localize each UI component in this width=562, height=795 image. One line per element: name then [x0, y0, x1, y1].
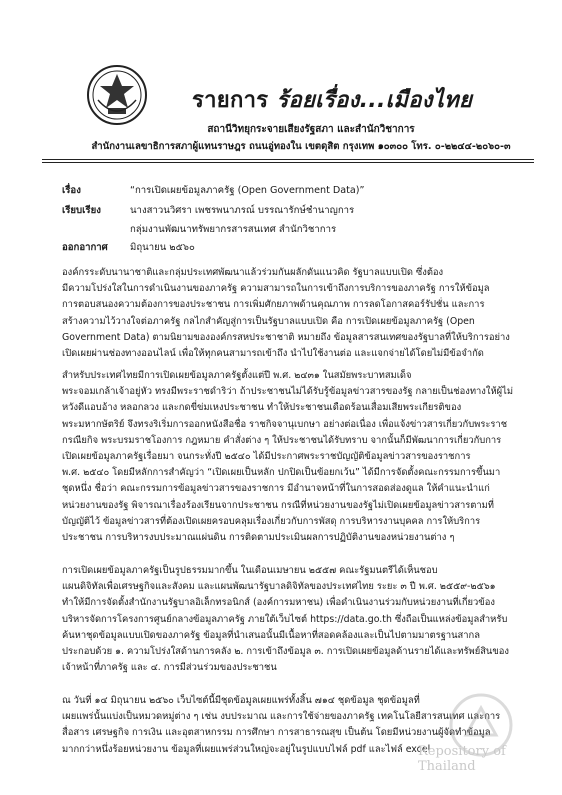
program-title: รายการ ร้อยเรื่อง...เมืองไทย [192, 88, 473, 113]
header-rule-thin [42, 162, 534, 163]
header-rule [42, 159, 534, 160]
parliament-seal-icon [86, 64, 148, 126]
office-address: สำนักงานเลขาธิการสภาผู้แทนราษฎร ถนนอู่ทองใน เขตดุสิต กรุงเทพ ๑๐๓๐๐ โทร. ๐-๒๒๔๔-๒๐๖๐-๓ [91, 141, 511, 152]
document-page: รายการ ร้อยเรื่อง...เมืองไทย สถานีวิทยุกระจายเสียงรัฐสภา และสำนักวิชาการ สำนักงานเลขาธิการสภาผู้แทนราษฎร ถนนอู่ทองใน เขตดุสิต กรุงเทพ ๑๐๓๐๐ โทร. ๐-๒๒๔๔-๒๐๖๐-๓ เรื่อง “การเปิดเผยข้อมูลภาครัฐ (Open Government Data)” เรียบเรียง นางสาวนวิศรา เพชรพนาภรณ์ บรรณารักษ์ชำนาญการ กลุ่มงานพัฒนาทรัพยากรสารสนเทศ สำนักวิชาการ ออกอากาศ มิถุนายน ๒๕๖๐ องค์กรระดับนานาชาติและกลุ่มประเทศพัฒนาแล้วร่วมกันผลักดันแนวคิด รัฐบาลแบบเปิด ซึ่งต้อง มีความโปร่งใสในการดำเนินงานของภาครัฐ ความสามารถในการเข้าถึงการบริการของภาครัฐ การให้ข้อมูล การตอบสนองความต้องการของประชาชน การเพิ่มศักยภาพด้านคุณภาพ การลดโอกาสคอร์รัปชั่น และการ สร้างความไว้วางใจต่อภาครัฐ กลไกสำคัญสู่การเป็นรัฐบาลแบบเปิด คือ การเปิดเผยข้อมูลภาครัฐ (Open Government Data) ตามนิยามขององค์กรสหประชาชาติ หมายถึง ข้อมูลสารสนเทศของรัฐบาลที่ให้บริการอย่าง เปิดเผยผ่านช่องทางออนไลน์ เพื่อให้ทุกคนสามารถเข้าถึง นำไปใช้งานต่อ และแจกจ่ายได้โดยไม่มีข้อจำกัด สำหรับประเทศไทยมีการเปิดเผยข้อมูลภาครัฐตั้งแต่ปี พ.ศ. ๒๔๓๑ ในสมัยพระบาทสมเด็จ พระจอมเกล้าเจ้าอยู่หัว ทรงมีพระราชดำริว่า ถ้าประชาชนไม่ได้รับรู้ข้อมูลข่าวสารของรัฐ กลายเป็นช่องทางให้ผู้ไม่ หวังดีแอบอ้าง หลอกลวง และกดขี่ข่มเหงประชาชน ทำให้ประชาชนเดือดร้อนเสื่อมเสียพระเกียรติของ พระมหากษัตริย์ จึงทรงริเริ่มการออกหนังสือชื่อ ราชกิจจานุเบกษา อย่างต่อเนื่อง เพื่อแจ้งข่าวสารเกี่ยวกับพระราช กรณียกิจ พระบรมราชโองการ กฎหมาย คำสั่งต่าง ๆ ให้ประชาชนได้รับทราบ จากนั้นก็มีพัฒนาการเกี่ยวกับการ เปิดเผยข้อมูลภาครัฐเรื่อยมา จนกระทั่งปี ๒๕๔๐ ได้มีประกาศพระราชบัญญัติข้อมูลข่าวสารของราชการ พ.ศ. ๒๕๔๐ โดยมีหลักการสำคัญว่า “เปิดเผยเป็นหลัก ปกปิดเป็นข้อยกเว้น” ได้มีการจัดตั้งคณะกรรมการขึ้นมา ชุดหนึ่ง ชื่อว่า คณะกรรมการข้อมูลข่าวสารของราชการ มีอำนาจหน้าที่ในการสอดส่องดูแล ให้คำแนะนำแก่ หน่วยงานของรัฐ พิจารณาเรื่องร้องเรียนจากประชาชน กรณีที่หน่วยงานของรัฐไม่เปิดเผยข้อมูลข่าวสารตามที่ บัญญัติไว้ ข้อมูลข่าวสารที่ต้องเปิดเผยครอบคลุมเรื่องเกี่ยวกับการพัสดุ การบริหารงานบุคคล การให้บริการ ประชาชน การบริหารงบประมาณแผ่นดิน การติดตามประเมินผลการปฏิบัติงานของหน่วยงานต่าง ๆ การเปิดเผยข้อมูลภาครัฐเป็นรูปธรรมมากขึ้น ในเดือนเมษายน ๒๕๕๗ คณะรัฐมนตรีได้เห็นชอบ แผนดิจิทัลเพื่อเศรษฐกิจและสังคม และแผนพัฒนารัฐบาลดิจิทัลของประเทศไทย ระยะ ๓ ปี พ.ศ. ๒๕๕๙-๒๕๖๑ ทำให้มีการจัดตั้งสำนักงานรัฐบาลอิเล็กทรอนิกส์ (องค์การมหาชน) เพื่อดำเนินงานร่วมกับหน่วยงานที่เกี่ยวข้อง บริหารจัดการโครงการศูนย์กลางข้อมูลภาครัฐ ภายใต้เว็บไซต์ https://data.go.th ซึ่งถือเป็นแหล่งข้อมูลสำหรับ ค้นหาชุดข้อมูลแบบเปิดของภาครัฐ ข้อมูลที่นำเสนอนั้นมีเนื้อหาที่สอดคล้องและเป็นไปตามมาตรฐานสากล ประกอบด้วย ๑. ความโปร่งใสด้านการคลัง ๒. การเข้าถึงข้อมูล ๓. การเปิดเผยข้อมูลด้านรายได้และทรัพย์สินของ เจ้าหน้าที่ภาครัฐ และ ๔. การมีส่วนร่วมของประชาชน ณ วันที่ ๑๔ มิถุนายน ๒๕๖๐ เว็บไซต์นี้มีชุดข้อมูลเผยแพร่ทั้งสิ้น ๗๑๔ ชุดข้อมูล ชุดข้อมูลที่ เผยแพร่นั้นแบ่งเป็นหมวดหมู่ต่าง ๆ เช่น งบประมาณ และการใช้จ่ายของภาครัฐ เทคโนโลยีสารสนเทศ และการ สื่อสาร เศรษฐกิจ การเงิน และอุตสาหกรรม การศึกษา การสาธารณสุข เป็นต้น โดยมีหน่วยงานผู้จัดทำข้อมูล มากกว่าหนึ่งร้อยหน่วยงาน ข้อมูลที่เผยแพร่ส่วนใหญ่จะอยู่ในรูปแบบไฟล์ pdf และไฟล์ excel Repository of Thailand [0, 0, 562, 795]
paragraph-3: การเปิดเผยข้อมูลภาครัฐเป็นรูปธรรมมากขึ้น ในเดือนเมษายน ๒๕๕๗ คณะรัฐมนตรีได้เห็นชอบ แผนดิจิทัลเพื่อเศรษฐกิจและสังคม และแผนพัฒนารัฐบาลดิจิทัลของประเทศไทย ระยะ ๓ ปี พ.ศ. ๒๕๕๙-๒๕๖๑ ทำให้มีการจัดตั้งสำนักงานรัฐบาลอิเล็กทรอนิกส์ (องค์การมหาชน) เพื่อดำเนินงานร่วมกับหน่วยงานที่เกี่ยวข้อง บริหารจัดการโครงการศูนย์กลางข้อมูลภาครัฐ ภายใต้เว็บไซต์ https://data.go.th ซึ่งถือเป็นแหล่งข้อมูลสำหรับ ค้นหาชุดข้อมูลแบบเปิดของภาครัฐ ข้อมูลที่นำเสนอนั้นมีเนื้อหาที่สอดคล้องและเป็นไปตามมาตรฐานสากล ประกอบด้วย ๑. ความโปร่งใสด้านการคลัง ๒. การเข้าถึงข้อมูล ๓. การเปิดเผยข้อมูลด้านรายได้และทรัพย์สินของ เจ้าหน้าที่ภาครัฐ และ ๔. การมีส่วนร่วมของประชาชน [62, 565, 509, 674]
paragraph-2: สำหรับประเทศไทยมีการเปิดเผยข้อมูลภาครัฐตั้งแต่ปี พ.ศ. ๒๔๓๑ ในสมัยพระบาทสมเด็จ พระจอมเกล้าเจ้าอยู่หัว ทรงมีพระราชดำริว่า ถ้าประชาชนไม่ได้รับรู้ข้อมูลข่าวสารของรัฐ กลายเป็นช่องทางให้ผู้ไม่ หวังดีแอบอ้าง หลอกลวง และกดขี่ข่มเหงประชาชน ทำให้ประชาชนเดือดร้อนเสื่อมเสียพระเกียรติของ พระมหากษัตริย์ จึงทรงริเริ่มการออกหนังสือชื่อ ราชกิจจานุเบกษา อย่างต่อเนื่อง เพื่อแจ้งข่าวสารเกี่ยวกับพระราช กรณียกิจ พระบรมราชโองการ กฎหมาย คำสั่งต่าง ๆ ให้ประชาชนได้รับทราบ จากนั้นก็มีพัฒนาการเกี่ยวกับการ เปิดเผยข้อมูลภาครัฐเรื่อยมา จนกระทั่งปี ๒๕๔๐ ได้มีประกาศพระราชบัญญัติข้อมูลข่าวสารของราชการ พ.ศ. ๒๕๔๐ โดยมีหลักการสำคัญว่า “เปิดเผยเป็นหลัก ปกปิดเป็นข้อยกเว้น” ได้มีการจัดตั้งคณะกรรมการขึ้นมา ชุดหนึ่ง ชื่อว่า คณะกรรมการข้อมูลข่าวสารของราชการ มีอำนาจหน้าที่ในการสอดส่องดูแล ให้คำแนะนำแก่ หน่วยงานของรัฐ พิจารณาเรื่องร้องเรียนจากประชาชน กรณีที่หน่วยงานของรัฐไม่เปิดเผยข้อมูลข่าวสารตามที่ บัญญัติไว้ ข้อมูลข่าวสารที่ต้องเปิดเผยครอบคลุมเรื่องเกี่ยวกับการพัสดุ การบริหารงานบุคคล การให้บริการ ประชาชน การบริหารงบประมาณแผ่นดิน การติดตามประเมินผลการปฏิบัติงานของหน่วยงานต่าง ๆ [62, 370, 514, 544]
repository-watermark: Repository of Thailand [418, 744, 506, 774]
paragraph-1: องค์กรระดับนานาชาติและกลุ่มประเทศพัฒนาแล้วร่วมกันผลักดันแนวคิด รัฐบาลแบบเปิด ซึ่งต้อง มีความโปร่งใสในการดำเนินงานของภาครัฐ ความสามารถในการเข้าถึงการบริการของภาครัฐ การให้ข้อมูล การตอบสนองความต้องการของประชาชน การเพิ่มศักยภาพด้านคุณภาพ การลดโอกาสคอร์รัปชั่น และการ สร้างความไว้วางใจต่อภาครัฐ กลไกสำคัญสู่การเป็นรัฐบาลแบบเปิด คือ การเปิดเผยข้อมูลภาครัฐ (Open Government Data) ตามนิยามขององค์กรสหประชาชาติ หมายถึง ข้อมูลสารสนเทศของรัฐบาลที่ให้บริการอย่าง เปิดเผยผ่านช่องทางออนไลน์ เพื่อให้ทุกคนสามารถเข้าถึง นำไปใช้งานต่อ และแจกจ่ายได้โดยไม่มีข้อจำกัด [62, 267, 510, 360]
station-name: สถานีวิทยุกระจายเสียงรัฐสภา และสำนักวิชาการ [207, 124, 415, 135]
paragraph-4: ณ วันที่ ๑๔ มิถุนายน ๒๕๖๐ เว็บไซต์นี้มีชุดข้อมูลเผยแพร่ทั้งสิ้น ๗๑๔ ชุดข้อมูล ชุดข้อมูลที่ เผยแพร่นั้นแบ่งเป็นหมวดหมู่ต่าง ๆ เช่น งบประมาณ และการใช้จ่ายของภาครัฐ เทคโนโลยีสารสนเทศ และการ สื่อสาร เศรษฐกิจ การเงิน และอุตสาหกรรม การศึกษา การสาธารณสุข เป็นต้น โดยมีหน่วยงานผู้จัดทำข้อมูล มากกว่าหนึ่งร้อยหน่วยงาน ข้อมูลที่เผยแพร่ส่วนใหญ่จะอยู่ในรูปแบบไฟล์ pdf และไฟล์ excel [62, 695, 501, 755]
